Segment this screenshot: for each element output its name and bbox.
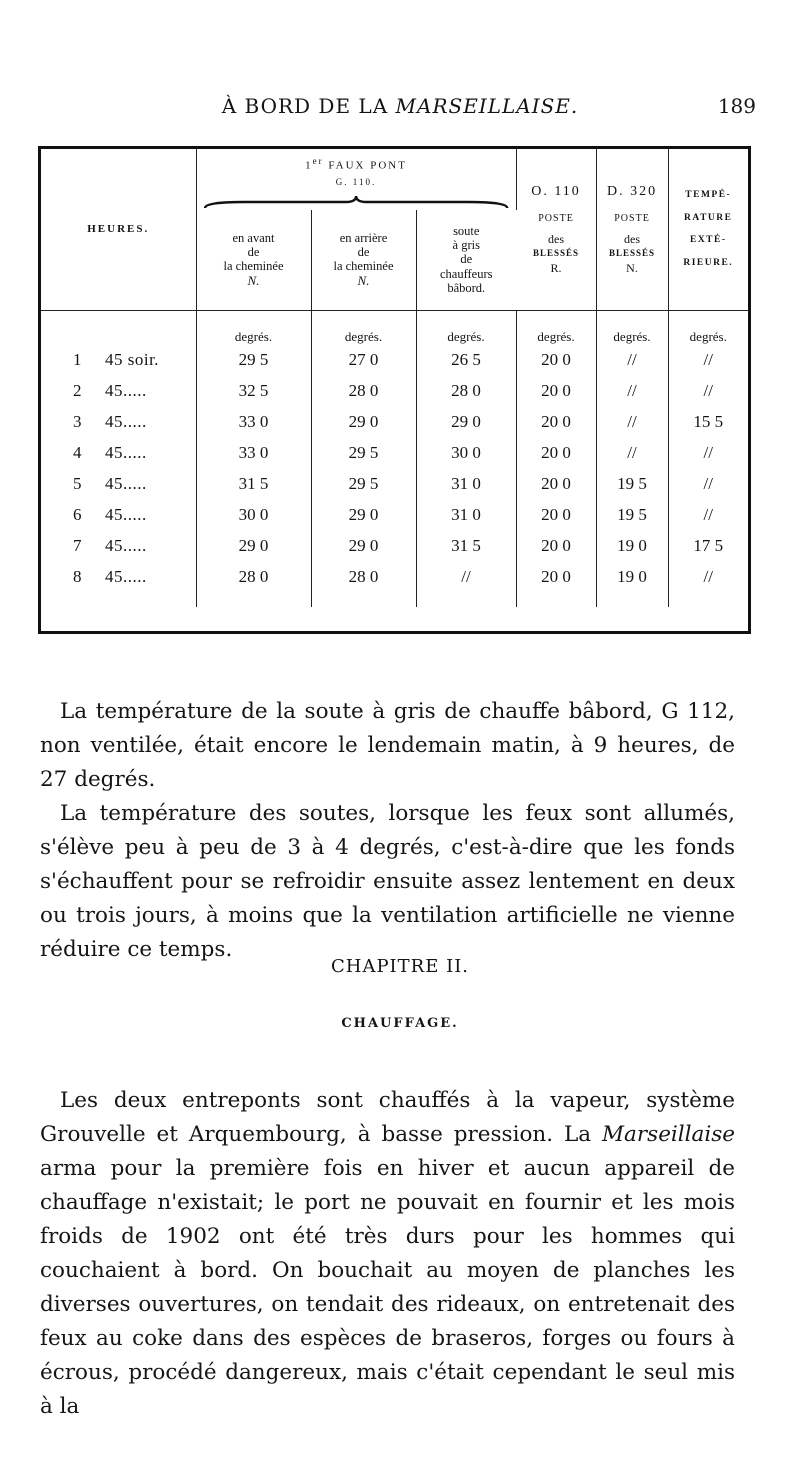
value-cell: 28 0 (416, 376, 516, 407)
soute-l1: soute (453, 223, 480, 238)
temp-l2: RATURE (684, 212, 733, 223)
hour-number: 2 (73, 381, 82, 401)
units-cell: degrés. (311, 315, 416, 345)
value-cell: // (703, 350, 713, 370)
hour-time: 45 soir. (105, 350, 160, 370)
hour-cell (41, 469, 196, 500)
d320-blesses: BLESSÉS (609, 248, 656, 259)
running-title-text: À BORD DE LA (221, 94, 396, 118)
value-cell: 19 5 (596, 500, 668, 531)
front-symbol: N. (247, 272, 260, 288)
header-hours: HEURES. (41, 149, 196, 310)
paragraph-2-text: La température des soutes, lorsque les feux sont allumés, s'élève peu à peu de 3 à 4 degrés, c'est-à-dire que les fonds s'échauffent pour se refroidir ensuite assez lentement en deux ou trois jours, à moins que la ventilation artificielle ne vienne réduire ce temps. (40, 800, 735, 962)
value-cell: // (703, 443, 713, 463)
back-l1: en arrière (339, 230, 388, 245)
table-row (41, 407, 748, 438)
running-title (40, 94, 760, 118)
header-back-chimney (311, 210, 416, 311)
value-cell: 27 0 (311, 345, 416, 376)
value-cell: 20 0 (516, 345, 596, 376)
hour-cell (41, 345, 196, 376)
header-d320 (596, 149, 668, 310)
value-cell: 32 5 (196, 376, 311, 407)
d320-poste: POSTE (614, 212, 650, 224)
o110-poste: POSTE (538, 212, 574, 224)
value-cell: 19 0 (596, 562, 668, 593)
group-title: FAUX PONT (328, 159, 407, 172)
hour-time: 45..... (105, 443, 147, 463)
value-cell: 29 0 (311, 407, 416, 438)
units-cell: degrés. (689, 328, 727, 344)
value-cell: 29 0 (416, 407, 516, 438)
value-cell: 29 5 (311, 438, 416, 469)
hour-cell (41, 562, 196, 593)
hour-cell (41, 531, 196, 562)
group-ordinal: 1 (305, 159, 313, 172)
hour-time: 45..... (105, 505, 147, 525)
d320-des: des (624, 232, 641, 247)
value-cell: 33 0 (196, 438, 311, 469)
hour-number: 4 (73, 443, 82, 463)
o110-des: des (548, 232, 565, 247)
temperature-table-grid (41, 149, 748, 607)
brace-icon (203, 194, 509, 210)
hour-cell (41, 438, 196, 469)
paragraph-3-italic: Marseillaise (602, 1121, 735, 1147)
hour-time: 45..... (105, 536, 147, 556)
value-cell: 30 0 (196, 500, 311, 531)
front-l1: en avant (232, 230, 275, 245)
paragraph-1-text: La température de la soute à gris de chauffe bâbord, G 112, non ventilée, était encore le lendemain matin, à 9 heures, de 27 degrés. (40, 698, 735, 792)
paragraph-3-text (40, 1084, 735, 1424)
hour-number: 8 (73, 567, 82, 587)
value-cell: 19 5 (596, 469, 668, 500)
page-number: 189 (717, 94, 756, 118)
hour-cell (41, 500, 196, 531)
header-temperature (668, 149, 748, 310)
o110-blesses: BLESSÉS (533, 248, 580, 259)
value-cell: // (416, 562, 516, 593)
value-cell: 20 0 (516, 500, 596, 531)
value-cell: 26 5 (416, 345, 516, 376)
temperature-table (38, 146, 751, 634)
value-cell: // (703, 381, 713, 401)
hour-number: 5 (73, 474, 82, 494)
soute-l3: de (460, 252, 473, 267)
value-cell: 19 0 (596, 531, 668, 562)
group-sub: G. 110. (335, 176, 377, 187)
header-soute (416, 210, 516, 311)
soute-l5: bâbord. (447, 281, 486, 296)
group-ordinal-sup: er (312, 156, 324, 166)
value-cell: 31 5 (416, 531, 516, 562)
units-cell: degrés. (596, 315, 668, 345)
value-cell: 29 5 (311, 469, 416, 500)
table-row (41, 438, 748, 469)
value-cell: 28 0 (311, 562, 416, 593)
hour-number: 7 (73, 536, 82, 556)
table-row (41, 531, 748, 562)
temp-l3: EXTÉ- (689, 235, 727, 246)
temp-l4: RIEURE. (683, 258, 734, 269)
units-row (41, 315, 748, 345)
front-l2: de (247, 244, 260, 259)
temp-l1: TEMPÉ- (685, 189, 732, 200)
hour-time: 45..... (105, 412, 147, 432)
value-cell: 20 0 (516, 469, 596, 500)
value-cell: 30 0 (416, 438, 516, 469)
value-cell: // (596, 438, 668, 469)
o110-symbol: R. (550, 260, 562, 275)
chapter-heading: CHAPITRE II. (330, 956, 470, 977)
value-cell: // (596, 376, 668, 407)
value-cell: 29 0 (311, 531, 416, 562)
hour-time: 45..... (105, 381, 147, 401)
value-cell: 20 0 (516, 531, 596, 562)
back-l3: la cheminée (333, 259, 394, 274)
value-cell: 29 0 (196, 531, 311, 562)
hour-time: 45..... (105, 567, 147, 587)
back-symbol: N. (357, 272, 370, 288)
running-title-italic: MARSEILLAISE. (395, 94, 579, 118)
value-cell: // (703, 505, 713, 525)
value-cell: 31 5 (196, 469, 311, 500)
hour-number: 3 (73, 412, 82, 432)
hour-number: 6 (73, 505, 82, 525)
soute-l2: à gris (452, 238, 480, 253)
o110-label: O. 110 (531, 183, 581, 199)
value-cell: 15 5 (693, 412, 724, 432)
table-row (41, 500, 748, 531)
table-row (41, 376, 748, 407)
value-cell: 20 0 (516, 562, 596, 593)
value-cell: // (596, 345, 668, 376)
table-row (41, 562, 748, 593)
header-o110 (516, 149, 596, 310)
table-row (41, 345, 748, 376)
paragraph-3 (40, 1062, 735, 1445)
units-cell: degrés. (516, 315, 596, 345)
value-cell: 31 0 (416, 469, 516, 500)
value-cell: 20 0 (516, 407, 596, 438)
value-cell: 29 5 (196, 345, 311, 376)
value-cell: // (703, 474, 713, 494)
table-row (41, 469, 748, 500)
header-front-chimney (196, 210, 311, 311)
value-cell: 31 0 (416, 500, 516, 531)
paragraph-3-part-a: Les deux entreponts sont chauffés à la vapeur, système Grouvelle et Arquembourg, à basse pression. La (40, 1087, 735, 1147)
front-l3: la cheminée (223, 259, 284, 274)
d320-label: D. 320 (606, 183, 658, 199)
d320-symbol: N. (626, 260, 638, 275)
value-cell: 28 0 (196, 562, 311, 593)
table-body (41, 310, 748, 607)
running-head (40, 92, 760, 122)
hour-cell (41, 376, 196, 407)
units-cell: degrés. (196, 315, 311, 345)
hour-time: 45..... (105, 474, 147, 494)
value-cell: // (596, 407, 668, 438)
value-cell: 20 0 (516, 438, 596, 469)
soute-l4: chauffeurs (439, 266, 493, 281)
section-heading: CHAUFFAGE. (341, 1016, 459, 1031)
value-cell: 17 5 (693, 536, 724, 556)
value-cell: 33 0 (196, 407, 311, 438)
hour-number: 1 (73, 350, 82, 370)
value-cell: 29 0 (311, 500, 416, 531)
value-cell: // (703, 567, 713, 587)
hour-cell (41, 407, 196, 438)
units-cell (41, 315, 196, 345)
back-l2: de (357, 244, 370, 259)
header-faux-pont (196, 149, 516, 210)
value-cell: 28 0 (311, 376, 416, 407)
paragraph-3-part-b: arma pour la première fois en hiver et aucun appareil de chauffage n'existait; le port ne pouvait en fournir et les mois froids de 1902 ont été très durs pour les hommes qui couchaient à bord. On bouchait au moyen de planches les diverses ouvertures, on tendait des rideaux, on entretenait des feux au coke dans des espèces de braseros, forges ou fours à écrous, procédé dangereux, mais c'était cependant le seul mis à la (40, 1155, 735, 1419)
value-cell: 20 0 (516, 376, 596, 407)
units-cell: degrés. (416, 315, 516, 345)
